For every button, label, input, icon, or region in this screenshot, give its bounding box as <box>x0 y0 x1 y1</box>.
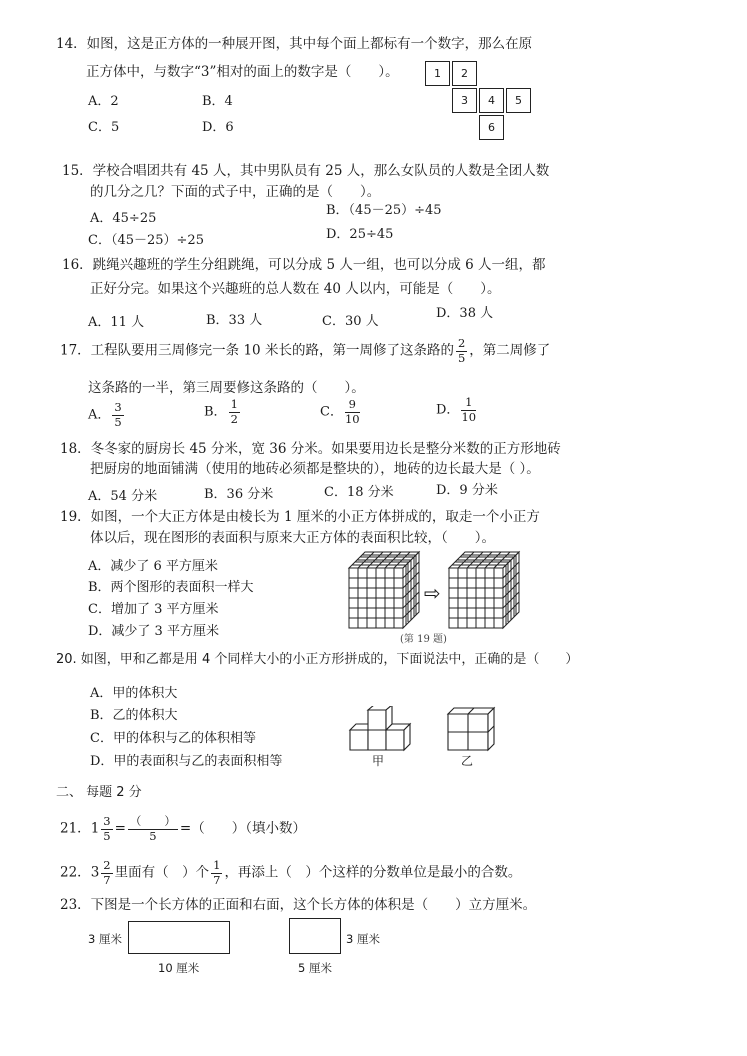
blank-numerator[interactable]: （ ） <box>129 814 176 828</box>
q15-stem-line2: 的几分之几？下面的式子中，正确的是（ ）。 <box>90 184 381 200</box>
q17-stem-line2: 这条路的一半，第三周要修这条路的（ ）。 <box>88 380 365 396</box>
q17-option-b[interactable] <box>204 399 242 425</box>
q19-stem-line1: 19．如图，一个大正方体是由棱长为 1 厘米的小正方体拼成的，取走一个小正方 <box>60 509 540 525</box>
cube-net-diagram <box>425 61 533 142</box>
q15-option-b[interactable]: B．（45－25）÷45 <box>326 203 442 218</box>
fraction-numerator: 1 <box>461 397 476 411</box>
fraction-denominator: 5 <box>114 414 122 429</box>
q21-number: 21． <box>60 820 91 837</box>
fraction-numerator: 9 <box>345 399 360 413</box>
q14-option-d[interactable]: D．6 <box>202 120 234 135</box>
q18-stem-line1: 18．冬冬家的厨房长 45 分米，宽 36 分米。如果要用边长是整分米数的正方形地砖 <box>60 441 561 457</box>
q14-option-b[interactable]: B．4 <box>202 94 233 109</box>
fraction-denominator: 5 <box>457 350 466 365</box>
jia-solid-figure <box>350 706 410 750</box>
fraction-numerator: 3 <box>103 814 111 828</box>
net-face: 1 <box>425 61 450 86</box>
q20-option-c[interactable]: C．甲的体积与乙的体积相等 <box>90 731 256 746</box>
fraction-numerator: 2 <box>103 858 111 872</box>
q19-option-b[interactable]: B．两个图形的表面积一样大 <box>88 580 254 595</box>
mixed-number-whole: 1 <box>90 820 100 837</box>
q19-option-c[interactable]: C．增加了 3 平方厘米 <box>88 602 219 617</box>
equals-sign: = <box>114 820 126 837</box>
q22-text-part2: ，再添上（ ）个这样的分数单位是最小的合数。 <box>224 864 522 881</box>
big-cube-figure <box>349 552 419 628</box>
q17-stem-part1: 17．工程队要用三周修完一条 10 米长的路，第一周修了这条路的 <box>60 342 454 359</box>
net-face: 2 <box>452 61 477 86</box>
side-height-label: 3 厘米 <box>346 932 380 946</box>
fraction-numerator: 2 <box>457 336 466 350</box>
q18-option-b[interactable]: B．36 分米 <box>204 487 274 502</box>
q19-option-a[interactable]: A．减少了 6 平方厘米 <box>88 559 218 574</box>
fraction-denominator: 5 <box>103 828 111 843</box>
q18-stem-line2: 把厨房的地面铺满（使用的地砖必须都是整块的），地砖的边长最大是（ ）。 <box>90 461 540 477</box>
q18-option-c[interactable]: C．18 分米 <box>324 485 394 500</box>
q21-blank-fraction[interactable] <box>128 816 178 842</box>
side-width-label: 5 厘米 <box>298 961 332 975</box>
q17-fraction <box>456 338 467 364</box>
right-arrow-icon: ⇨ <box>424 581 441 605</box>
mixed-number-whole: 3 <box>90 864 100 881</box>
q17-option-d[interactable] <box>436 397 478 423</box>
q17-stem-line1 <box>60 338 550 364</box>
front-height-label: 3 厘米 <box>88 932 122 946</box>
section-2-heading: 二、 每题 2 分 <box>56 785 142 800</box>
fraction-denominator: 10 <box>344 411 360 426</box>
option-label: C． <box>320 404 343 420</box>
q22-line <box>60 860 521 886</box>
q16-option-a[interactable]: A．11 人 <box>88 315 145 330</box>
q16-option-d[interactable]: D．38 人 <box>436 306 494 321</box>
q19-stem-line2: 体以后，现在图形的表面积与原来大正方体的表面积比较，（ ）。 <box>90 530 495 546</box>
q14-stem-line1: 14．如图，这是正方体的一种展开图，其中每个面上都标有一个数字，那么在原 <box>56 36 533 52</box>
q22-number: 22． <box>60 864 91 881</box>
q23-stem: 23．下图是一个长方体的正面和右面，这个长方体的体积是（ ）立方厘米。 <box>60 897 537 913</box>
q17-option-c[interactable] <box>320 399 362 425</box>
q20-option-d[interactable]: D．甲的表面积与乙的表面积相等 <box>90 754 283 769</box>
option-fraction <box>345 399 360 425</box>
q15-option-c[interactable]: C．（45－25）÷25 <box>88 233 204 248</box>
q14-stem-line2: 正方体中，与数字“3”相对的面上的数字是（ ）。 <box>86 64 399 80</box>
q20-option-a[interactable]: A．甲的体积大 <box>90 686 178 701</box>
net-face: 4 <box>479 88 504 113</box>
option-fraction <box>229 399 240 425</box>
q14-option-c[interactable]: C．5 <box>88 120 120 135</box>
q20-option-b[interactable]: B．乙的体积大 <box>90 708 178 723</box>
net-face: 6 <box>479 115 504 140</box>
yi-solid-figure <box>448 708 494 750</box>
q22-unit-fraction <box>211 860 222 886</box>
q18-option-a[interactable]: A．54 分米 <box>88 489 158 504</box>
q15-stem-line1: 15．学校合唱团共有 45 人，其中男队员有 25 人，那么女队员的人数是全团人数 <box>62 163 550 179</box>
option-fraction <box>461 397 476 423</box>
option-fraction <box>112 402 123 428</box>
q17-stem-part2: ，第二周修了 <box>469 342 551 359</box>
fraction-numerator: 1 <box>213 858 221 872</box>
front-face-rectangle <box>128 921 230 954</box>
fraction-denominator: 10 <box>461 409 477 424</box>
q21-line <box>60 816 306 842</box>
fraction-denominator: 5 <box>149 828 157 843</box>
jia-yi-figure <box>348 706 500 756</box>
fraction-numerator: 3 <box>114 400 122 414</box>
q14-option-a[interactable]: A．2 <box>88 94 119 109</box>
front-width-label: 10 厘米 <box>158 961 200 975</box>
q16-option-c[interactable]: C．30 人 <box>322 314 379 329</box>
q22-fraction <box>101 860 112 886</box>
option-label: D． <box>436 402 460 418</box>
q19-figure-caption: (第 19 题) <box>400 634 447 645</box>
q20-stem: 20. 如图，甲和乙都是用 4 个同样大小的小正方形拼成的，下面说法中，正确的是（ ） <box>56 652 579 667</box>
side-face-rectangle <box>289 918 341 954</box>
q19-option-d[interactable]: D．减少了 3 平方厘米 <box>88 624 219 639</box>
fraction-denominator: 7 <box>213 872 221 887</box>
net-face: 3 <box>452 88 477 113</box>
fraction-numerator: 1 <box>230 397 238 411</box>
q15-option-a[interactable]: A．45÷25 <box>90 211 157 226</box>
q16-stem-line2: 正好分完。如果这个兴趣班的总人数在 40 人以内，可能是（ ）。 <box>90 281 501 297</box>
q21-rest: =（ ）（填小数） <box>179 820 306 837</box>
yi-label: 乙 <box>461 754 474 768</box>
q18-option-d[interactable]: D．9 分米 <box>436 483 498 498</box>
option-label: B． <box>204 404 227 420</box>
q16-option-b[interactable]: B．33 人 <box>206 313 263 328</box>
q17-option-a[interactable] <box>88 402 126 428</box>
fraction-denominator: 7 <box>103 872 111 887</box>
small-cube-removed-figure <box>449 552 519 628</box>
q22-text-part1: 里面有（ ）个 <box>114 864 210 881</box>
net-face: 5 <box>506 88 531 113</box>
q16-stem-line1: 16．跳绳兴趣班的学生分组跳绳，可以分成 5 人一组，也可以分成 6 人一组，都 <box>62 257 546 273</box>
q21-fraction <box>101 816 112 842</box>
option-label: A． <box>88 407 111 423</box>
q15-option-d[interactable]: D．25÷45 <box>326 227 394 242</box>
fraction-denominator: 2 <box>230 411 238 426</box>
jia-label: 甲 <box>372 754 385 768</box>
